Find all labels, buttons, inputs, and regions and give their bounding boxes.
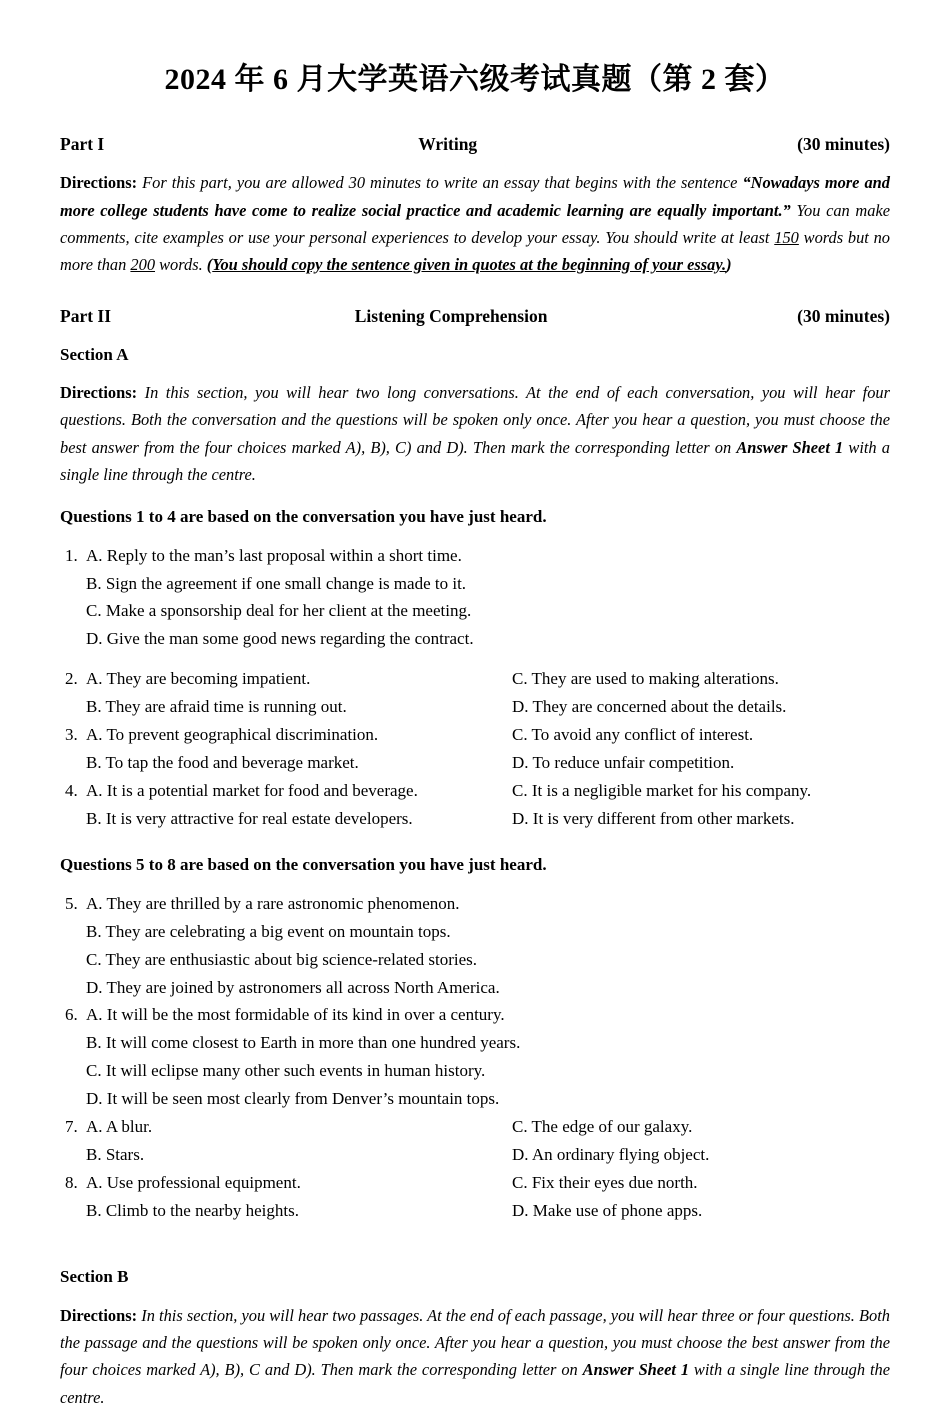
question-number: 8.	[65, 1172, 78, 1192]
section-a-heading: Section A	[60, 344, 129, 364]
question-line	[60, 1141, 890, 1169]
question-line	[60, 1029, 890, 1057]
option-c[interactable]: C. They are enthusiastic about big science-related stories.	[86, 949, 478, 969]
question-number: 5.	[65, 893, 78, 913]
question-line	[60, 777, 890, 805]
section-b-directions-text-1: In this section, you will hear two passages. At the end of each passage, you will hear three or four questions. Both the passage and the questions will be spoken only once. After you hear a question, you must choose the best answer from the four choices marked A), B), C and D). Then mark the corresponding letter on	[60, 1305, 890, 1380]
questions-1-4-heading: Questions 1 to 4 are based on the conversation you have just heard.	[60, 507, 547, 527]
directions-label: Directions:	[60, 1305, 138, 1325]
option-b[interactable]: B. They are afraid time is running out.	[86, 697, 347, 716]
question-number: 7.	[65, 1116, 78, 1136]
paren-close: )	[726, 255, 732, 275]
option-c[interactable]: C. It will eclipse many other such events in human history.	[86, 1061, 486, 1081]
question-block-1	[60, 542, 890, 654]
question-block-3	[60, 721, 890, 777]
option-d[interactable]: D. Give the man some good news regarding the contract.	[86, 629, 474, 649]
option-a[interactable]: A. To prevent geographical discrimination.	[86, 724, 379, 744]
part-2-label: Part II	[60, 306, 112, 327]
question-line	[60, 946, 890, 974]
question-number: 2.	[65, 669, 78, 689]
option-d[interactable]: D. It will be seen most clearly from Denver’s mountain tops.	[86, 1089, 500, 1108]
question-number: 1.	[65, 545, 78, 565]
part-2-title: Listening Comprehension	[354, 306, 548, 327]
section-b-directions-text-2: with a single line through the centre.	[60, 1360, 890, 1407]
part-1-label: Part I	[60, 134, 105, 154]
option-c[interactable]: C. Fix their eyes due north.	[512, 1172, 698, 1192]
question-block-6	[60, 1001, 890, 1113]
question-line	[60, 1113, 890, 1141]
option-c[interactable]: C. The edge of our galaxy.	[512, 1116, 693, 1136]
option-d[interactable]: D. To reduce unfair competition.	[512, 752, 735, 772]
option-b[interactable]: B. It will come closest to Earth in more than one hundred years.	[86, 1033, 521, 1053]
option-b[interactable]: B. To tap the food and beverage market.	[86, 752, 359, 772]
question-block-5	[60, 890, 890, 1002]
part-2-header	[60, 304, 890, 329]
word-count-max: 200	[130, 255, 156, 275]
questions-5-8-heading: Questions 5 to 8 are based on the conversation you have just heard.	[60, 855, 547, 875]
section-a-directions	[60, 379, 890, 488]
part-1-header	[60, 132, 890, 157]
option-a[interactable]: A. Use professional equipment.	[86, 1172, 301, 1192]
page-title: 2024 年 6 月大学英语六级考试真题（第 2 套）	[164, 63, 786, 96]
option-d[interactable]: D. Make use of phone apps.	[512, 1200, 703, 1220]
paren-open: (	[206, 255, 213, 275]
directions-text-1: For this part, you are allowed 30 minutes to write an essay that begins with the sentence	[142, 173, 743, 193]
directions-text-2: You can make comments, cite examples or use your personal experiences to develop your essay. You should write at least	[60, 200, 890, 247]
question-line	[60, 1197, 890, 1225]
question-line	[60, 542, 890, 570]
directions-text-3: words but no more than	[60, 227, 890, 275]
section-a-directions-text-1: In this section, you will hear two long conversations. At the end of each conversation, you will hear four questions. Both the conversation and the questions will be spoken only once. After you hear a question, you must choose the best answer from the four choices marked A), B), C) and D). Then mark the corresponding letter on	[60, 383, 890, 457]
question-line	[60, 570, 890, 598]
section-a-directions-text-2: with a single line through the centre.	[60, 437, 890, 484]
question-number: 3.	[65, 724, 78, 744]
option-a[interactable]: A. They are thrilled by a rare astronomic phenomenon.	[86, 893, 460, 913]
question-block-2	[60, 665, 890, 721]
directions-quote: “Nowadays more and more college students have come to realize social practice and academic learning are equally important.”	[60, 173, 890, 220]
question-line	[60, 665, 890, 693]
directions-text-4: words.	[155, 255, 207, 275]
option-b[interactable]: B. It is very attractive for real estate developers.	[86, 808, 413, 828]
part-2-time: (30 minutes)	[797, 306, 890, 327]
option-a[interactable]: A. It will be the most formidable of its kind in over a century.	[86, 1005, 505, 1025]
section-b-directions	[60, 1302, 890, 1411]
question-line	[60, 974, 890, 1002]
option-a[interactable]: A. Reply to the man’s last proposal within a short time.	[86, 545, 462, 565]
question-line	[60, 749, 890, 777]
question-line	[60, 918, 890, 946]
question-number: 4.	[65, 780, 78, 800]
question-line	[60, 1085, 890, 1113]
option-c[interactable]: C. Make a sponsorship deal for her client at the meeting.	[86, 601, 472, 621]
question-line	[60, 597, 890, 625]
part-1-title: Writing	[418, 134, 478, 154]
section-b-heading: Section B	[60, 1267, 129, 1287]
directions-label: Directions:	[60, 383, 138, 403]
option-c[interactable]: C. To avoid any conflict of interest.	[512, 724, 754, 744]
question-line	[60, 721, 890, 749]
option-b[interactable]: B. They are celebrating a big event on mountain tops.	[86, 921, 451, 941]
option-c[interactable]: C. They are used to making alterations.	[512, 669, 779, 689]
option-c[interactable]: C. It is a negligible market for his company.	[512, 780, 812, 800]
option-d[interactable]: D. An ordinary flying object.	[512, 1144, 710, 1164]
question-number: 6.	[65, 1005, 78, 1025]
option-d[interactable]: D. It is very different from other markets.	[512, 808, 795, 828]
question-line	[60, 1057, 890, 1085]
question-block-7	[60, 1113, 890, 1169]
directions-label: Directions:	[60, 173, 138, 193]
option-b[interactable]: B. Sign the agreement if one small change is made to it.	[86, 573, 467, 593]
question-block-8	[60, 1169, 890, 1225]
part-1-directions	[60, 169, 890, 278]
word-count-min: 150	[774, 227, 799, 247]
option-b[interactable]: B. Climb to the nearby heights.	[86, 1200, 299, 1220]
question-line	[60, 805, 890, 833]
question-block-4	[60, 777, 890, 833]
question-line	[60, 1169, 890, 1197]
part-1-time: (30 minutes)	[797, 134, 890, 154]
question-line	[60, 625, 890, 653]
option-a[interactable]: A. A blur.	[86, 1116, 153, 1136]
question-line	[60, 890, 890, 918]
option-a[interactable]: A. It is a potential market for food and beverage.	[86, 780, 418, 800]
option-a[interactable]: A. They are becoming impatient.	[86, 669, 311, 689]
question-line	[60, 693, 890, 721]
option-d[interactable]: D. They are joined by astronomers all across North America.	[86, 977, 500, 997]
option-b[interactable]: B. Stars.	[86, 1144, 145, 1164]
option-d[interactable]: D. They are concerned about the details.	[512, 697, 787, 716]
answer-sheet-reference: Answer Sheet 1	[736, 437, 844, 457]
answer-sheet-reference: Answer Sheet 1	[582, 1360, 690, 1380]
question-line	[60, 1001, 890, 1029]
directions-copy-note: You should copy the sentence given in quotes at the beginning of your essay.	[212, 255, 727, 275]
